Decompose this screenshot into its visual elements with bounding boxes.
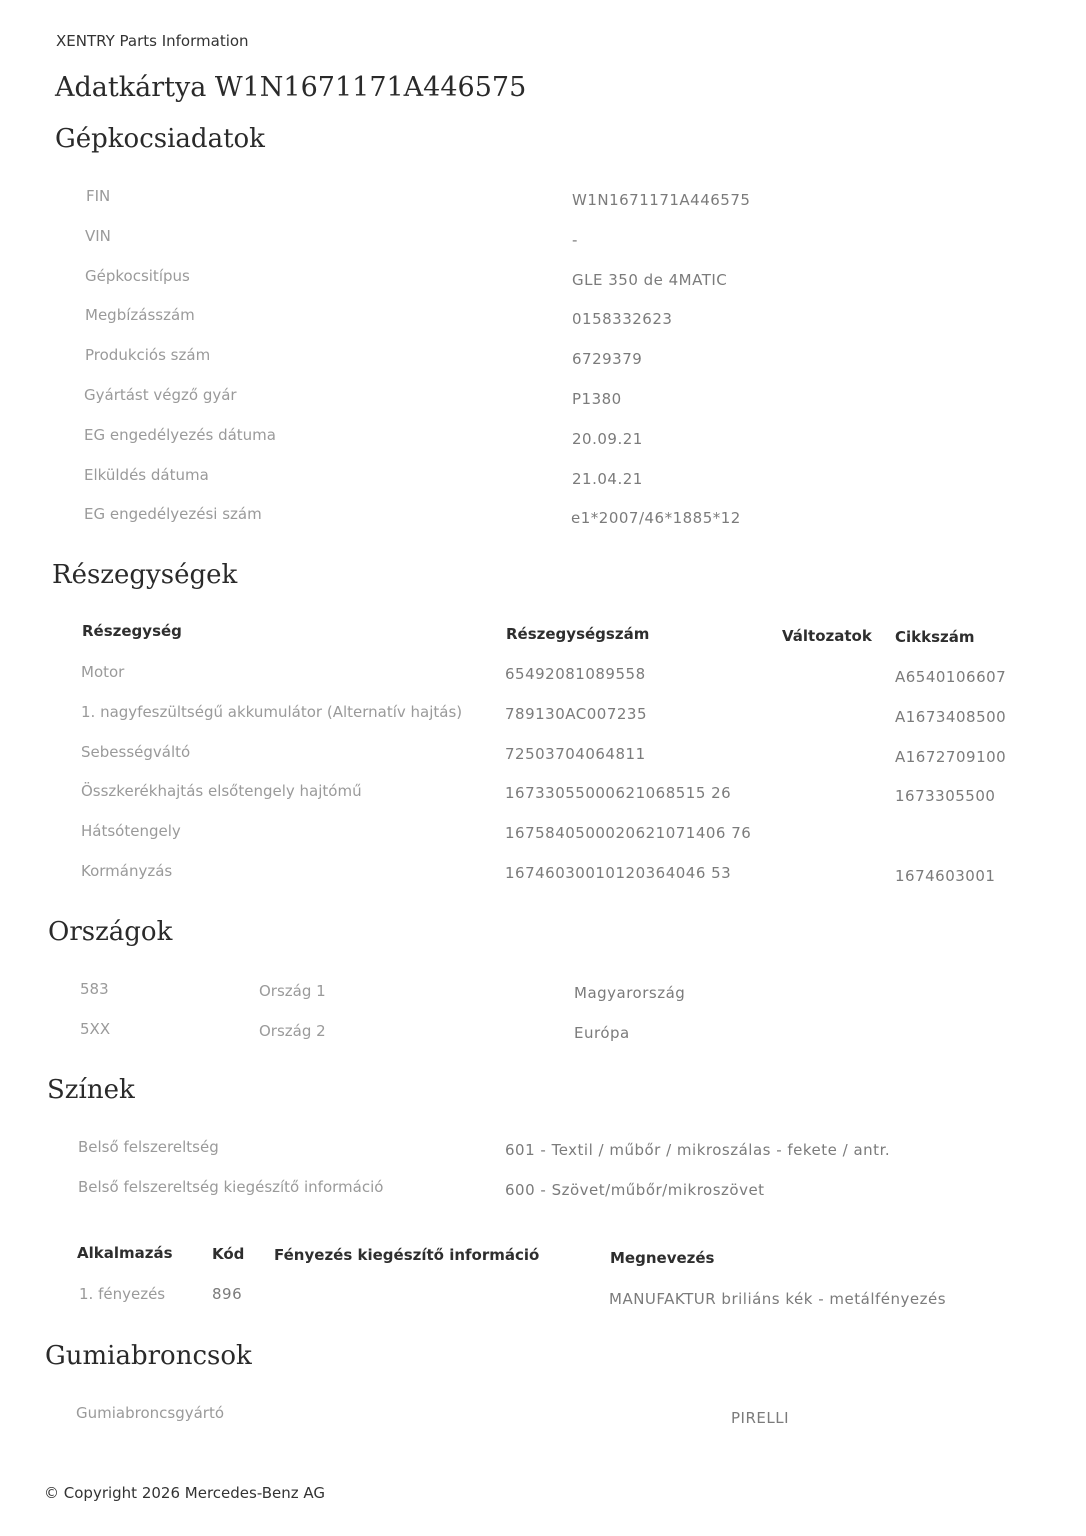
vehicle-data-value: W1N1671171A446575 [572, 191, 751, 209]
copyright-footer: © Copyright 2026 Mercedes-Benz AG [44, 1484, 325, 1502]
color-label: Belső felszereltség kiegészítő információ [78, 1178, 384, 1196]
vehicle-data-label: Elküldés dátuma [84, 465, 209, 484]
paint-code: 896 [212, 1285, 243, 1303]
vehicle-data-value: 20.09.21 [572, 429, 643, 448]
vehicle-data-label: VIN [85, 226, 111, 245]
countries-heading: Országok [48, 917, 173, 947]
component-number: 789130AC007235 [505, 704, 647, 723]
component-part-number: 1673305500 [895, 787, 996, 806]
component-name: 1. nagyfeszültségű akkumulátor (Alternatív hajtás) [81, 702, 463, 721]
country-value: Európa [574, 1024, 630, 1042]
color-value: 601 - Textil / műbőr / mikroszálas - fekete / antr. [505, 1141, 891, 1159]
colors-heading: Színek [47, 1075, 135, 1105]
components-column-header: Részegységszám [506, 625, 650, 643]
country-code: 5XX [80, 1020, 111, 1038]
vehicle-data-value: P1380 [572, 390, 622, 408]
paint-name: MANUFAKTUR briliáns kék - metálfényezés [609, 1290, 947, 1308]
paint-application: 1. fényezés [79, 1285, 166, 1303]
component-name: Kormányzás [81, 862, 173, 880]
vehicle-data-label: FIN [86, 187, 111, 205]
tire-value: PIRELLI [731, 1409, 790, 1427]
tire-label: Gumiabroncsgyártó [76, 1404, 225, 1422]
paint-column-header: Alkalmazás [77, 1244, 173, 1262]
vehicle-data-label: Megbízásszám [85, 306, 195, 325]
vehicle-data-heading: Gépkocsiadatok [55, 124, 265, 154]
vehicle-data-value: 6729379 [572, 350, 643, 369]
vehicle-data-label: EG engedélyezés dátuma [84, 425, 276, 444]
component-number: 16733055000621068515 26 [505, 784, 732, 803]
page-title: Adatkártya W1N1671171A446575 [55, 72, 527, 103]
component-part-number: A1672709100 [895, 747, 1007, 766]
component-name: Motor [81, 663, 125, 681]
components-column-header: Változatok [782, 627, 872, 645]
component-part-number: A6540106607 [895, 668, 1007, 686]
vehicle-data-value: 0158332623 [572, 310, 673, 329]
vehicle-data-value: e1*2007/46*1885*12 [571, 509, 741, 528]
color-label: Belső felszereltség [78, 1138, 219, 1156]
country-code: 583 [80, 980, 109, 998]
components-column-header: Cikkszám [895, 628, 975, 646]
vehicle-data-label: Gyártást végző gyár [84, 386, 237, 404]
country-label: Ország 1 [259, 982, 326, 1000]
vehicle-data-label: Gépkocsitípus [85, 266, 190, 285]
vehicle-data-value: - [572, 230, 578, 249]
vehicle-data-label: EG engedélyezési szám [84, 505, 262, 524]
component-number: 65492081089558 [505, 665, 646, 683]
component-number: 16746030010120364046 53 [505, 864, 732, 882]
color-value: 600 - Szövet/műbőr/mikroszövet [505, 1181, 765, 1199]
components-column-header: Részegység [82, 622, 182, 640]
paint-column-header: Fényezés kiegészítő információ [274, 1246, 540, 1264]
component-part-number: A1673408500 [895, 707, 1007, 726]
component-number: 72503704064811 [505, 744, 646, 763]
country-value: Magyarország [574, 984, 686, 1002]
vehicle-data-value: GLE 350 de 4MATIC [572, 270, 728, 289]
component-name: Összkerékhajtás elsőtengely hajtómű [81, 782, 362, 801]
paint-column-header: Kód [212, 1245, 245, 1263]
tires-heading: Gumiabroncsok [45, 1341, 252, 1371]
vehicle-data-label: Produkciós szám [85, 346, 211, 365]
component-name: Sebességváltó [81, 742, 191, 761]
vehicle-data-value: 21.04.21 [572, 469, 643, 488]
paint-column-header: Megnevezés [610, 1249, 715, 1267]
country-label: Ország 2 [259, 1022, 326, 1040]
components-heading: Részegységek [52, 560, 238, 590]
component-name: Hátsótengely [81, 822, 181, 841]
component-part-number: 1674603001 [895, 867, 996, 885]
app-name: XENTRY Parts Information [56, 32, 249, 50]
component-number: 1675840500020621071406 76 [505, 824, 752, 843]
